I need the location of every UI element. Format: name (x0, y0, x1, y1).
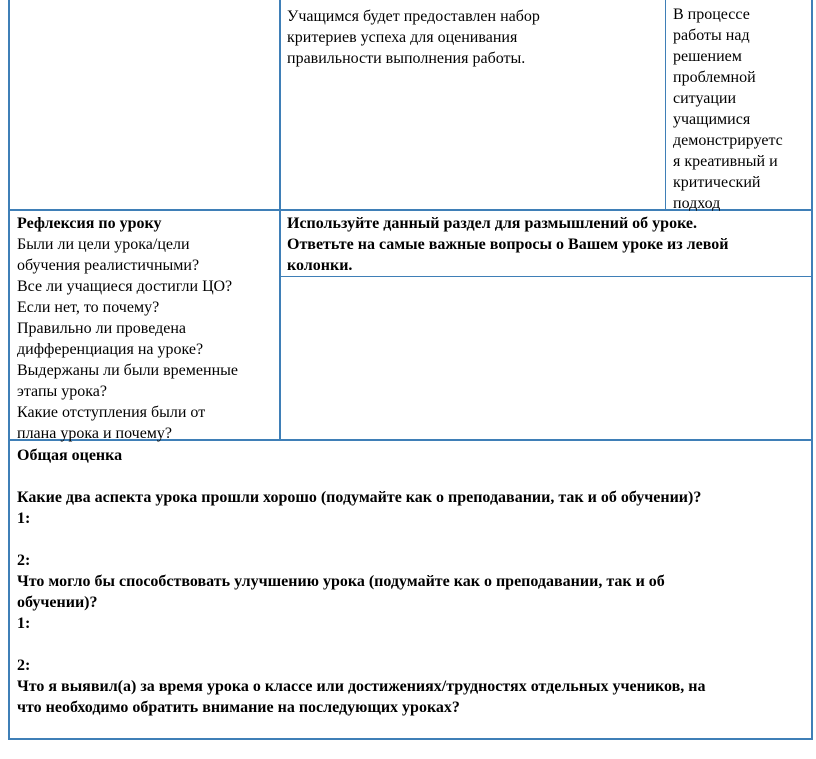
reflection-answer-area (281, 278, 811, 438)
reflection-question: Если нет, то почему? (17, 299, 160, 316)
reflection-cell (17, 213, 238, 444)
reflection-instruction-cell (287, 213, 729, 276)
assessment-line: учащимися (673, 111, 751, 128)
reflection-question: Все ли учащиеся достигли ЦО? (17, 278, 233, 295)
overall-question-2: Что могло бы способствовать улучшению урока (подумайте как о преподавании, так и об (17, 573, 665, 590)
reflection-question: плана урока и почему? (17, 425, 173, 442)
overall-cell (17, 445, 706, 718)
answer-number: 1: (17, 510, 31, 527)
assessment-line: В процессе (673, 6, 750, 23)
assessment-cell (673, 4, 783, 214)
criteria-line: правильности выполнения работы. (287, 50, 526, 67)
instruction-line: Ответьте на самые важные вопросы о Вашем уроке из левой (287, 236, 729, 253)
overall-question-3-cont: что необходимо обратить внимание на последующих уроках? (17, 699, 460, 716)
overall-question-3: Что я выявил(а) за время урока о классе или достижениях/трудностях отдельных учеников, на (17, 678, 706, 695)
reflection-title: Рефлексия по уроку (17, 215, 162, 232)
answer-number: 2: (17, 552, 31, 569)
assessment-line: проблемной (673, 69, 756, 86)
assessment-line: подход (673, 195, 721, 212)
assessment-line: решением (673, 48, 742, 65)
reflection-question: Выдержаны ли были временные (17, 362, 238, 379)
reflection-question: Правильно ли проведена (17, 320, 186, 337)
column-divider-2 (665, 0, 666, 210)
reflection-question: Какие отступления были от (17, 404, 206, 421)
assessment-line: демонстрируетс (673, 132, 783, 149)
reflection-question: этапы урока? (17, 383, 107, 400)
assessment-line: работы над (673, 27, 750, 44)
assessment-line: критический (673, 174, 761, 191)
answer-number: 2: (17, 657, 31, 674)
instruction-line: Используйте данный раздел для размышлений об уроке. (287, 215, 697, 232)
assessment-line: ситуации (673, 90, 737, 107)
instruction-line: колонки. (287, 257, 353, 274)
overall-question-1: Какие два аспекта урока прошли хорошо (подумайте как о преподавании, так и об обучении)? (17, 489, 702, 506)
overall-title: Общая оценка (17, 447, 123, 464)
criteria-line: Учащимся будет предоставлен набор (287, 8, 540, 25)
assessment-line: я креативный и (673, 153, 778, 170)
reflection-question: обучения реалистичными? (17, 257, 200, 274)
reflection-question: Были ли цели урока/цели (17, 236, 190, 253)
reflection-question: дифференциация на уроке? (17, 341, 204, 358)
overall-question-2-cont: обучении)? (17, 594, 98, 611)
criteria-cell (287, 6, 540, 69)
answer-number: 1: (17, 615, 31, 632)
criteria-line: критериев успеха для оценивания (287, 29, 518, 46)
row-divider-2 (280, 276, 813, 277)
